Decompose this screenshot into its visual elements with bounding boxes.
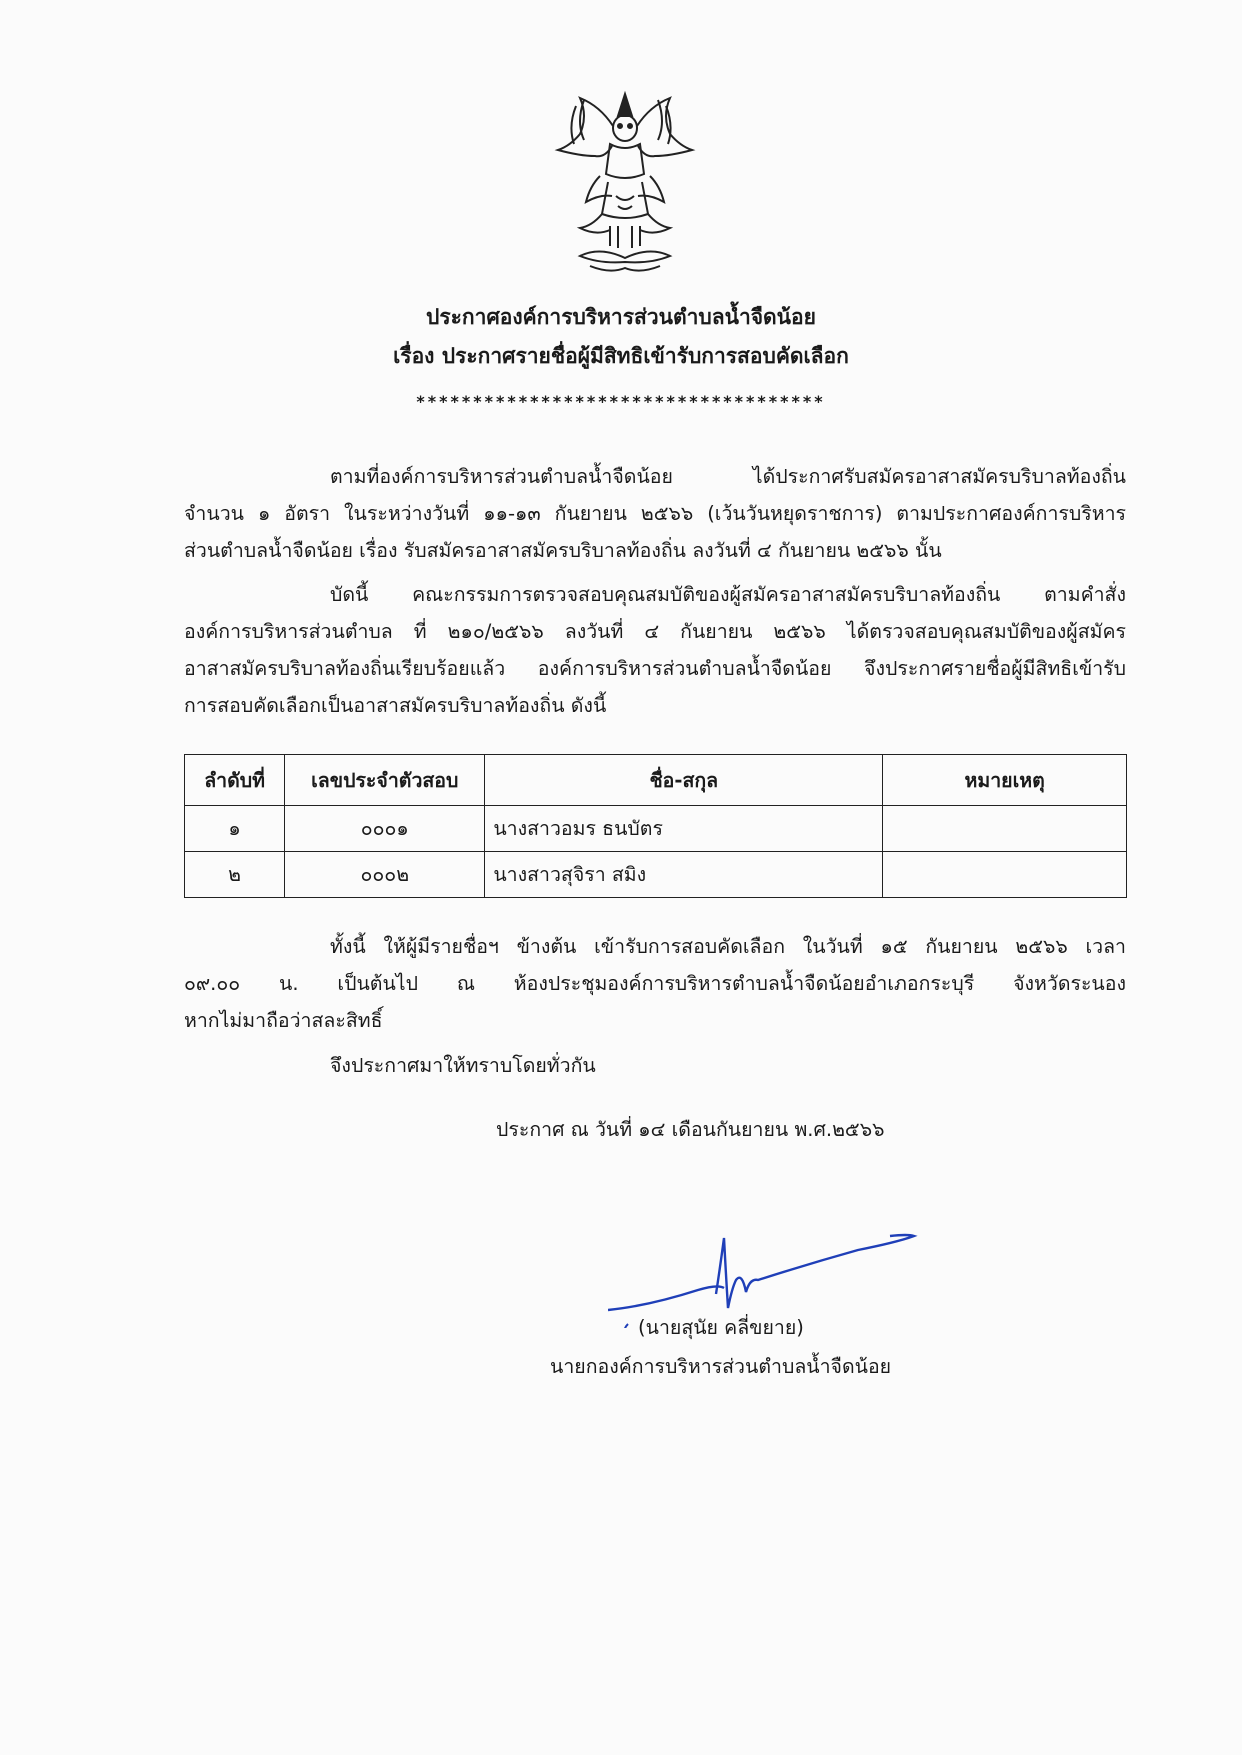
column-header-remark: หมายเหตุ [883, 755, 1127, 806]
paragraph-3-line: ๐๙.๐๐ น. เป็นต้นไป ณ ห้องประชุมองค์การบริหารตำบลน้ำจืดน้อยอำเภอกระบุรี จังหวัดระนอง [184, 972, 1126, 995]
signer-name: (นายสุนัย คลี่ขยาย) [638, 1316, 804, 1339]
paragraph-3-line: ทั้งนี้ ให้ผู้มีรายชื่อฯ ข้างต้น เข้ารับการสอบคัดเลือก ในวันที่ ๑๕ กันยายน ๒๕๖๖ เวลา [330, 935, 1126, 958]
table-header-row [185, 755, 1127, 806]
paragraph-1-line: จำนวน ๑ อัตรา ในระหว่างวันที่ ๑๑-๑๓ กันยายน ๒๕๖๖ (เว้นวันหยุดราชการ) ตามประกาศองค์การบริหาร [184, 502, 1126, 525]
candidate-table [184, 754, 1127, 898]
paragraph-1-line: ส่วนตำบลน้ำจืดน้อย เรื่อง รับสมัครอาสาสมัครบริบาลท้องถิ่น ลงวันที่ ๔ กันยายน ๒๕๖๖ นั้น [184, 539, 942, 562]
paragraph-2-line: การสอบคัดเลือกเป็นอาสาสมัครบริบาลท้องถิ่น ดังนี้ [184, 694, 607, 717]
column-header-order: ลำดับที่ [185, 755, 285, 806]
paragraph-1 [184, 458, 1126, 569]
cell-name: นางสาวสุจิรา สมิง [485, 852, 883, 898]
column-header-exam-id: เลขประจำตัวสอบ [285, 755, 485, 806]
cell-order: ๒ [185, 852, 285, 898]
announcement-title: ประกาศองค์การบริหารส่วนตำบลน้ำจืดน้อย [426, 305, 816, 329]
signer-position: นายกองค์การบริหารส่วนตำบลน้ำจืดน้อย [550, 1355, 892, 1378]
cell-remark [883, 852, 1127, 898]
table-row [185, 806, 1127, 852]
paragraph-2-line: บัดนี้ คณะกรรมการตรวจสอบคุณสมบัติของผู้สมัครอาสาสมัครบริบาลท้องถิ่น ตามคำสั่ง [330, 583, 1126, 606]
garuda-emblem-icon [540, 86, 710, 286]
cell-name: นางสาวอมร ธนบัตร [485, 806, 883, 852]
cell-exam-id: ๐๐๐๑ [285, 806, 485, 852]
closing-sentence: จึงประกาศมาให้ทราบโดยทั่วกัน [330, 1054, 596, 1077]
paragraph-2 [184, 576, 1126, 724]
cell-order: ๑ [185, 806, 285, 852]
table-row [185, 852, 1127, 898]
paragraph-3 [184, 928, 1126, 1039]
column-header-name: ชื่อ-สกุล [485, 755, 883, 806]
announcement-subject: เรื่อง ประกาศรายชื่อผู้มีสิทธิเข้ารับการสอบคัดเลือก [393, 344, 849, 368]
paragraph-2-line: องค์การบริหารส่วนตำบล ที่ ๒๑๐/๒๕๖๖ ลงวันที่ ๔ กันยายน ๒๕๖๖ ได้ตรวจสอบคุณสมบัติของผู้สมัคร [184, 620, 1126, 643]
cell-exam-id: ๐๐๐๒ [285, 852, 485, 898]
announcement-date: ประกาศ ณ วันที่ ๑๔ เดือนกันยายน พ.ศ.๒๕๖๖ [496, 1118, 885, 1141]
paragraph-1-line: ตามที่องค์การบริหารส่วนตำบลน้ำจืดน้อย ได้ประกาศรับสมัครอาสาสมัครบริบาลท้องถิ่น [330, 465, 1126, 488]
paragraph-2-line: อาสาสมัครบริบาลท้องถิ่นเรียบร้อยแล้ว องค์การบริหารส่วนตำบลน้ำจืดน้อย จึงประกาศรายชื่อผู้มีสิทธิเข้ารับ [184, 657, 1126, 680]
paragraph-3-line: หากไม่มาถือว่าสละสิทธิ์ [184, 1009, 383, 1032]
cell-remark [883, 806, 1127, 852]
star-divider: ************************************ [416, 392, 826, 411]
